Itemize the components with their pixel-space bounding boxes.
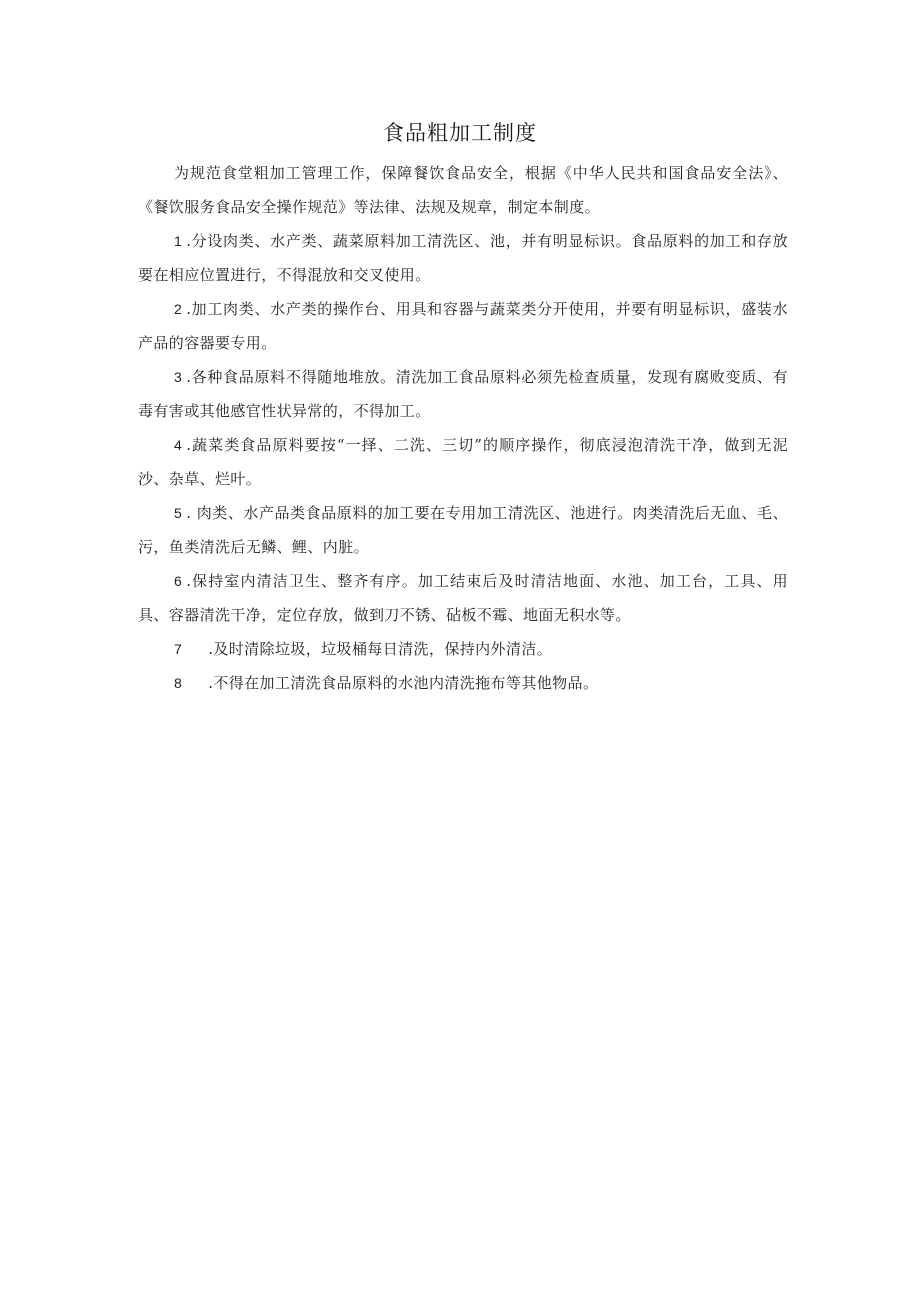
document-title: 食品粗加工制度 (383, 121, 537, 145)
rule-text: .各种食品原料不得随地堆放。清洗加工食品原料必须先检查质量，发现有腐败变质、有毒有害或其他感官性状异常的，不得加工。 (138, 368, 788, 420)
rule-text: .不得在加工清洗食品原料的水池内清洗拖布等其他物品。 (208, 674, 599, 692)
rule-item-1 (138, 224, 788, 292)
rule-item-2 (138, 292, 788, 360)
rule-text: .保持室内清洁卫生、整齐有序。加工结束后及时清洁地面、水池、加工台，工具、用具、容器清洗干净，定位存放，做到刀不锈、砧板不霉、地面无积水等。 (138, 572, 788, 624)
rule-text: .加工肉类、水产类的操作台、用具和容器与蔬菜类分开使用，并要有明显标识，盛装水产品的容器要专用。 (138, 300, 788, 352)
rule-number: 4 (174, 437, 183, 453)
rule-item-4 (138, 428, 788, 496)
rule-item-8 (138, 666, 788, 700)
rule-number: 8 (174, 675, 183, 691)
rule-text: .及时清除垃圾，垃圾桶每日清洗，保持内外清洁。 (208, 640, 553, 658)
rule-number: 2 (174, 301, 183, 317)
rule-text: .蔬菜类食品原料要按“一择、二洗、三切”的顺序操作，彻底浸泡清洗干净，做到无泥沙、杂草、烂叶。 (138, 436, 788, 488)
document-body (138, 156, 788, 700)
rule-text: . 肉类、水产品类食品原料的加工要在专用加工清洗区、池进行。肉类清洗后无血、毛、污，鱼类清洗后无鳞、鲤、内脏。 (138, 504, 788, 556)
rule-number: 6 (174, 573, 183, 589)
rule-item-3 (138, 360, 788, 428)
intro-paragraph: 为规范食堂粗加工管理工作，保障餐饮食品安全，根据《中华人民共和国食品安全法》、《餐饮服务食品安全操作规范》等法律、法规及规章，制定本制度。 (138, 164, 788, 216)
rule-item-6 (138, 564, 788, 632)
rule-number: 7 (174, 641, 183, 657)
rule-text: .分设肉类、水产类、蔬菜原料加工清洗区、池，并有明显标识。食品原料的加工和存放要在相应位置进行，不得混放和交叉使用。 (138, 232, 788, 284)
rule-number: 5 (174, 505, 183, 521)
rule-item-5 (138, 496, 788, 564)
rule-number: 3 (174, 369, 183, 385)
rule-number: 1 (174, 233, 183, 249)
rule-item-7 (138, 632, 788, 666)
